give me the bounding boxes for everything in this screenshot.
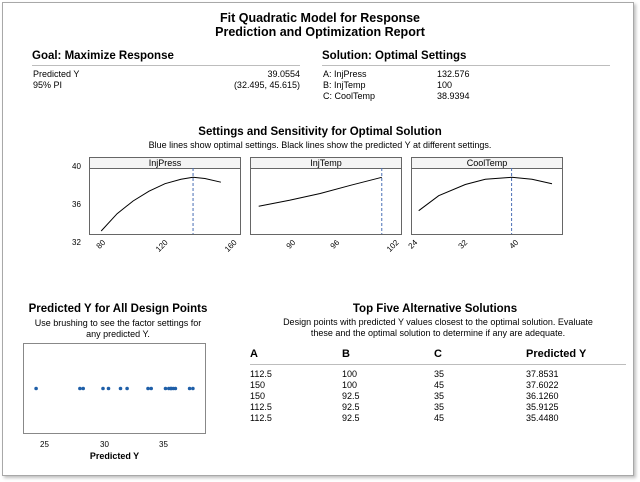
panel-injpress-title: InjPress <box>90 158 240 169</box>
solution-b-label: B: InjTemp <box>323 80 366 90</box>
alternatives-table <box>250 348 626 424</box>
col-b-header: B <box>342 348 434 365</box>
design-point[interactable] <box>149 387 153 391</box>
cell-a: 150 <box>250 380 266 390</box>
cell-a: 112.5 <box>250 402 272 412</box>
y-tick-32: 32 <box>72 238 81 247</box>
col-a-header: A <box>250 348 342 365</box>
cell-a: 112.5 <box>250 369 272 379</box>
goal-heading: Goal: Maximize Response <box>32 50 174 62</box>
x-tick-injtemp-102: 102 <box>384 238 401 254</box>
cell-b: 100 <box>342 380 358 390</box>
x-tick-injpress-160: 160 <box>222 238 239 254</box>
report-subtitle: Prediction and Optimization Report <box>215 25 425 39</box>
alternatives-header-row <box>250 348 626 365</box>
sensitivity-note: Blue lines show optimal settings. Black lines show the predicted Y at different settings. <box>148 140 492 150</box>
cell-c: 35 <box>434 391 445 401</box>
cell-a: 112.5 <box>250 413 272 423</box>
cell-c: 45 <box>434 413 445 423</box>
design-point[interactable] <box>81 387 85 391</box>
solution-a-label: A: InjPress <box>323 69 367 79</box>
design-point[interactable] <box>174 387 178 391</box>
predicted-y-label: Predicted Y <box>33 69 80 79</box>
cooltemp-plot <box>412 168 562 234</box>
report-title: Fit Quadratic Model for Response <box>219 11 421 25</box>
design-points-note: Use brushing to see the factor settings for any predicted Y. <box>34 318 202 339</box>
x-tick-injpress-80: 80 <box>94 238 108 251</box>
cell-b: 92.5 <box>342 391 360 401</box>
design-point[interactable] <box>191 387 195 391</box>
cell-c: 35 <box>434 369 445 379</box>
solution-c-label: C: CoolTemp <box>323 91 376 101</box>
alternatives-heading: Top Five Alternative Solutions <box>352 303 518 315</box>
cell-c: 45 <box>434 380 445 390</box>
panel-cooltemp <box>411 157 563 235</box>
design-point[interactable] <box>125 387 129 391</box>
x-tick-injpress-120: 120 <box>153 238 170 254</box>
x-tick-cooltemp-24: 24 <box>406 238 420 251</box>
sensitivity-heading: Settings and Sensitivity for Optimal Solution <box>198 126 442 138</box>
design-point[interactable] <box>107 387 111 391</box>
injtemp-response-line <box>259 177 382 206</box>
x-tick-cooltemp-32: 32 <box>456 238 470 251</box>
design-points-plot-area[interactable] <box>23 343 206 434</box>
scatter-tick-25: 25 <box>40 440 49 449</box>
panel-injtemp-title: InjTemp <box>251 158 401 169</box>
solution-divider <box>322 65 610 66</box>
table-row <box>250 391 626 402</box>
panel-injpress <box>89 157 241 235</box>
cooltemp-response-line <box>419 177 552 210</box>
cell-a: 150 <box>250 391 266 401</box>
col-c-header: C <box>434 348 526 365</box>
table-row <box>250 380 626 391</box>
panel-cooltemp-title: CoolTemp <box>412 158 562 169</box>
table-row <box>250 402 626 413</box>
cell-predicted-y: 35.4480 <box>526 413 559 423</box>
cell-c: 35 <box>434 402 445 412</box>
injtemp-plot <box>251 168 401 234</box>
cell-b: 100 <box>342 369 358 379</box>
x-tick-injtemp-90: 90 <box>284 238 298 251</box>
pi-label: 95% PI <box>33 80 63 90</box>
solution-b-value: 100 <box>437 80 453 90</box>
goal-divider <box>32 65 300 66</box>
x-tick-injtemp-96: 96 <box>328 238 342 251</box>
solution-heading: Solution: Optimal Settings <box>322 50 467 62</box>
solution-c-value: 38.9394 <box>437 91 470 101</box>
design-points-heading: Predicted Y for All Design Points <box>28 303 208 315</box>
table-row <box>250 413 626 424</box>
cell-predicted-y: 37.6022 <box>526 380 559 390</box>
design-point[interactable] <box>34 387 38 391</box>
col-predicted-y-header: Predicted Y <box>526 348 626 365</box>
x-tick-cooltemp-40: 40 <box>507 238 521 251</box>
predicted-y-value: 39.0554 <box>267 69 300 79</box>
solution-a-value: 132.576 <box>437 69 470 79</box>
scatter-tick-35: 35 <box>159 440 168 449</box>
design-point[interactable] <box>146 387 150 391</box>
design-point[interactable] <box>78 387 82 391</box>
cell-predicted-y: 37.8531 <box>526 369 559 379</box>
pi-value: (32.495, 45.615) <box>233 80 300 90</box>
design-point[interactable] <box>101 387 105 391</box>
y-tick-40: 40 <box>72 162 81 171</box>
scatter-xlabel: Predicted Y <box>89 451 140 461</box>
design-point[interactable] <box>119 387 123 391</box>
y-tick-36: 36 <box>72 200 81 209</box>
cell-b: 92.5 <box>342 402 360 412</box>
panel-injtemp <box>250 157 402 235</box>
injpress-response-line <box>101 177 221 231</box>
design-points-scatter <box>24 344 205 433</box>
injpress-plot <box>90 168 240 234</box>
cell-predicted-y: 36.1260 <box>526 391 559 401</box>
table-row <box>250 369 626 380</box>
design-point[interactable] <box>164 387 168 391</box>
design-point[interactable] <box>188 387 192 391</box>
cell-b: 92.5 <box>342 413 360 423</box>
alternatives-note: Design points with predicted Y values closest to the optimal solution. Evaluate these and the optimal solution to determine if any are adequate. <box>283 317 593 338</box>
scatter-tick-30: 30 <box>100 440 109 449</box>
cell-predicted-y: 35.9125 <box>526 402 559 412</box>
